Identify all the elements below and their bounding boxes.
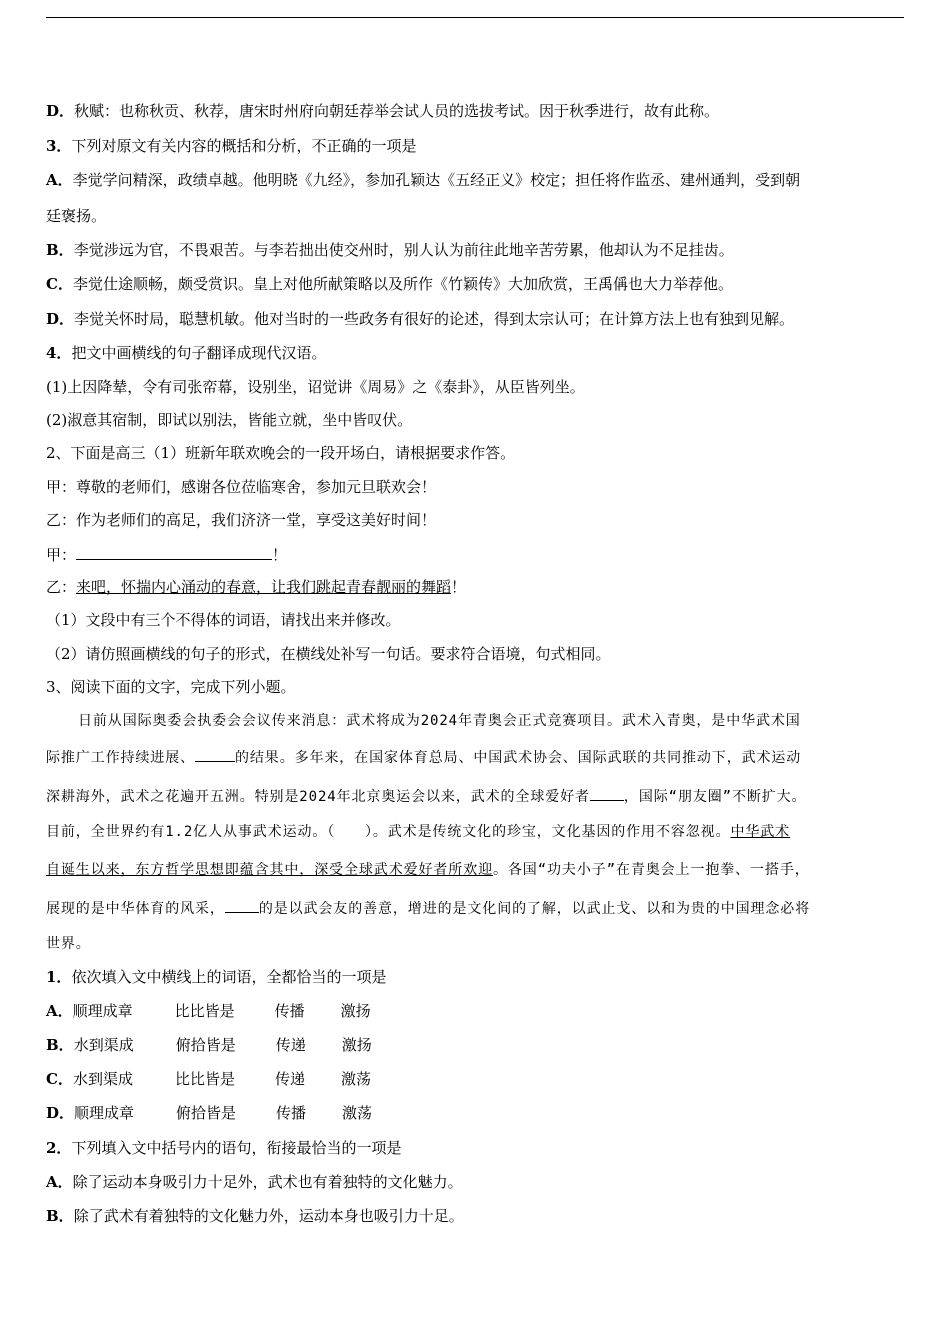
option-label: C． [46, 1070, 73, 1088]
sentence-text: (2)淑意其宿制，即试以别法，皆能立就，坐中皆叹伏。 [46, 411, 413, 429]
header-rule [46, 17, 904, 18]
mc1-option-a [46, 1001, 906, 1021]
passage-line-4 [46, 822, 906, 842]
mc1-option-c [46, 1069, 906, 1089]
passage-line-3 [46, 785, 906, 807]
dialogue-text: 乙：作为老师们的高足，我们济济一堂，享受这美好时间！ [46, 511, 437, 529]
question-text: 下列填入文中括号内的语句，衔接最恰当的一项是 [71, 1139, 402, 1157]
q3-option-b [46, 240, 906, 260]
option-label: D． [46, 102, 75, 120]
passage-text: 深耕海外，武术之花遍开五洲。特别是2024年北京奥运会以来，武术的全球爱好者 [46, 789, 590, 805]
fill-blank-2[interactable] [590, 785, 624, 801]
section-title-text: 2、下面是高三（1）班新年联欢晚会的一段开场白，请根据要求作答。 [46, 444, 516, 462]
option-word: 传播 [274, 1002, 305, 1020]
speaker-label: 乙： [46, 578, 77, 596]
option-text: 除了运动本身吸引力十足外，武术也有着独特的文化魅力。 [72, 1173, 463, 1191]
q3-option-a [46, 170, 906, 190]
mc2-option-b [46, 1206, 906, 1226]
option-label: A． [46, 171, 73, 189]
option-label: C． [46, 275, 73, 293]
mc2-stem [46, 1138, 906, 1158]
underlined-sentence: 自诞生以来，东方哲学思想即蕴含其中，深受全球武术爱好者所欢迎 [46, 862, 493, 878]
option-word: 比比皆是 [174, 1070, 235, 1088]
mc1-stem [46, 967, 906, 987]
q3-option-c [46, 274, 906, 294]
speaker-label: 甲： [46, 546, 77, 564]
dialogue-line-3 [46, 544, 906, 565]
option-word: 比比皆是 [174, 1002, 235, 1020]
q4-sentence-2 [46, 410, 906, 430]
option-word: 激荡 [342, 1104, 373, 1122]
section-2-question-2 [46, 644, 906, 664]
dialogue-line-4 [46, 577, 906, 597]
passage-text: 展现的是中华体育的风采， [46, 901, 225, 917]
option-d-prev [46, 101, 906, 121]
question-number: 4． [46, 344, 72, 362]
passage-text: 目前，全世界约有1.2亿人从事武术运动。（ ）。武术是传统文化的珍宝，文化基因的作用不容忽视。 [46, 824, 731, 840]
option-word: 传递 [275, 1036, 306, 1054]
option-word: 俯拾皆是 [176, 1104, 237, 1122]
option-word: 传播 [276, 1104, 307, 1122]
option-label: B． [46, 241, 74, 259]
fill-blank-3[interactable] [225, 897, 259, 913]
question-text: 下列对原文有关内容的概括和分析，不正确的一项是 [71, 137, 417, 155]
passage-line-1 [78, 711, 908, 731]
q3-option-d [46, 309, 906, 329]
option-label: B． [46, 1207, 74, 1225]
section-3-title [46, 677, 906, 697]
option-word: 激扬 [340, 1002, 371, 1020]
question-number: 2． [46, 1139, 72, 1157]
question-text: 依次填入文中横线上的词语，全都恰当的一项是 [71, 968, 387, 986]
dialogue-line-2 [46, 510, 906, 530]
passage-line-6 [46, 897, 906, 919]
dialogue-line-1 [46, 477, 906, 497]
passage-text: ，国际“朋友圈”不断扩大。 [623, 789, 807, 805]
question-number: 1． [46, 968, 72, 986]
passage-text: 日前从国际奥委会执委会会议传来消息：武术将成为2024年青奥会正式竞赛项目。武术入青奥，是中华武术国 [78, 713, 801, 729]
sentence-text: (1)上因降辇，令有司张帟幕，设别坐，诏觉讲《周易》之《泰卦》，从臣皆列坐。 [46, 378, 585, 396]
mc1-option-d [46, 1103, 906, 1123]
option-label: A． [46, 1173, 73, 1191]
option-label: B． [46, 1036, 74, 1054]
q4-sentence-1 [46, 377, 906, 397]
option-text: 李觉学问精深，政绩卓越。他明晓《九经》，参加孔颖达《五经正义》校定；担任将作监丞、建州通判，受到朝 [72, 171, 801, 189]
passage-line-5 [46, 860, 906, 880]
underlined-sentence: 中华武术 [730, 824, 791, 840]
option-text: 李觉关怀时局，聪慧机敏。他对当时的一些政务有很好的论述，得到太宗认可；在计算方法上也有独到见解。 [74, 310, 795, 328]
option-text: 秋赋：也称秋贡、秋荐，唐宋时州府向朝廷荐举会试人员的选拔考试。因于秋季进行，故有此称。 [74, 102, 720, 120]
underlined-sentence: 来吧，怀揣内心涌动的春意，让我们跳起青春靓丽的舞蹈 [76, 578, 452, 596]
section-title-text: 3、阅读下面的文字，完成下列小题。 [46, 678, 296, 696]
question-text: （1）文段中有三个不得体的词语，请找出来并修改。 [46, 611, 401, 629]
option-word: 激扬 [341, 1036, 372, 1054]
option-label: D． [46, 310, 75, 328]
option-word: 俯拾皆是 [175, 1036, 236, 1054]
passage-text: 世界。 [46, 936, 91, 952]
passage-line-7 [46, 934, 906, 954]
punctuation: ！ [272, 546, 288, 564]
option-text: 李觉仕途顺畅，颇受赏识。皇上对他所献策略以及所作《竹颖传》大加欣赏，王禹偁也大力举荐他。 [72, 275, 733, 293]
question-3-stem [46, 136, 906, 156]
mc2-option-a [46, 1172, 906, 1192]
passage-text: 的结果。多年来，在国家体育总局、中国武术协会、国际武联的共同推动下，武术运动 [235, 750, 802, 766]
passage-text: 的是以武会友的善意，增进的是文化间的了解，以武止戈、以和为贵的中国理念必将 [258, 901, 811, 917]
question-number: 3． [46, 137, 72, 155]
q3-option-a-continued [46, 206, 906, 226]
punctuation: ！ [451, 578, 467, 596]
passage-line-2 [46, 746, 906, 768]
passage-text: 际推广工作持续进展、 [46, 750, 195, 766]
fill-blank-1[interactable] [195, 746, 235, 762]
option-word: 水到渠成 [73, 1036, 134, 1054]
option-word: 传递 [274, 1070, 305, 1088]
option-text: 李觉涉远为官，不畏艰苦。与李若拙出使交州时，别人认为前往此地辛苦劳累，他却认为不足挂齿。 [73, 241, 734, 259]
question-text: （2）请仿照画横线的句子的形式，在横线处补写一句话。要求符合语境，句式相同。 [46, 645, 611, 663]
question-4-stem [46, 343, 906, 363]
dialogue-text: 甲：尊敬的老师们，感谢各位莅临寒舍，参加元旦联欢会！ [46, 478, 437, 496]
option-word: 激荡 [340, 1070, 371, 1088]
option-word: 水到渠成 [72, 1070, 133, 1088]
answer-blank[interactable] [76, 544, 272, 560]
option-word: 顺理成章 [72, 1002, 133, 1020]
section-2-title [46, 443, 906, 463]
option-text: 除了武术有着独特的文化魅力外，运动本身也吸引力十足。 [73, 1207, 464, 1225]
question-text: 把文中画横线的句子翻译成现代汉语。 [71, 344, 327, 362]
option-label: A． [46, 1002, 73, 1020]
mc1-option-b [46, 1035, 906, 1055]
passage-text: 。各国“功夫小子”在青奥会上一抱拳、一搭手， [493, 862, 810, 878]
option-label: D． [46, 1104, 75, 1122]
option-text: 廷褒扬。 [46, 207, 107, 225]
section-2-question-1 [46, 610, 906, 630]
option-word: 顺理成章 [74, 1104, 135, 1122]
